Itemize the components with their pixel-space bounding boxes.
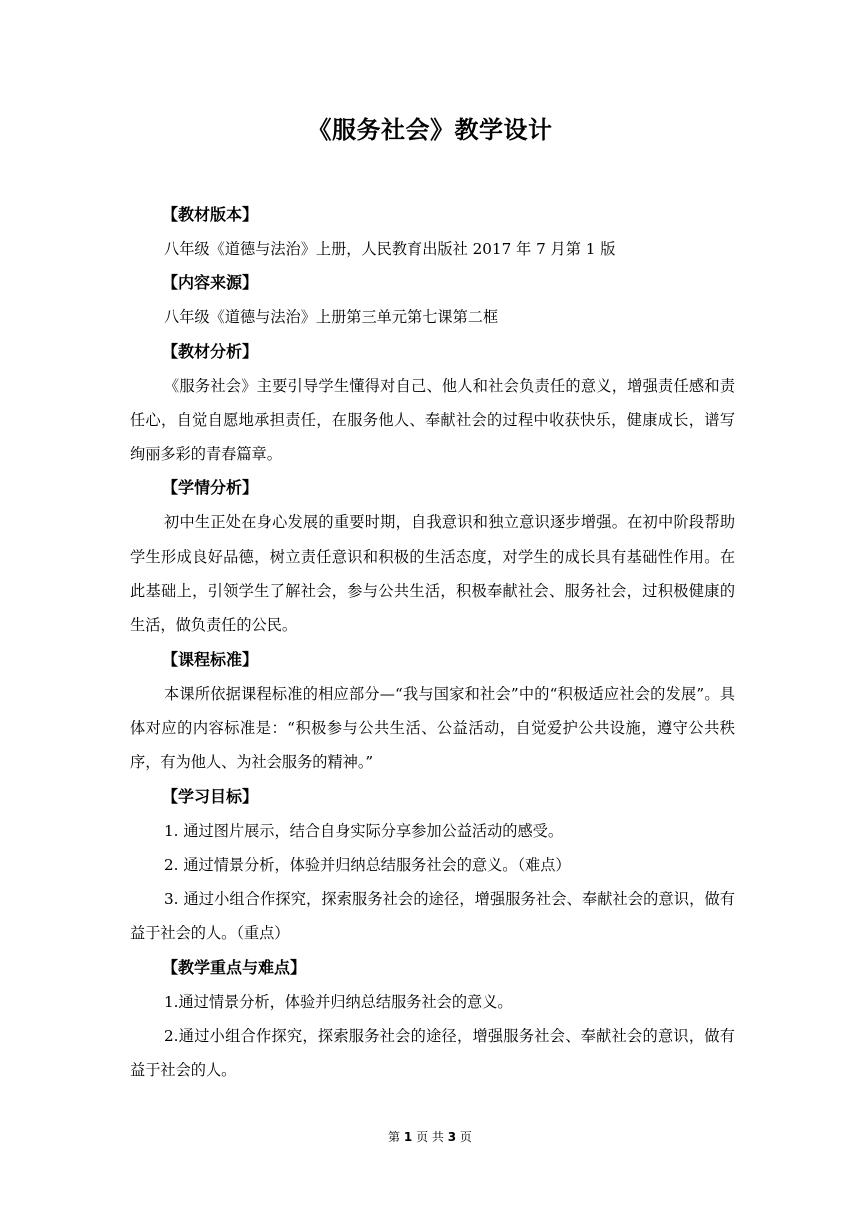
section-heading-content-source: 【内容来源】: [162, 273, 259, 293]
textbook-analysis-text: 《服务社会》主要引导学生懂得对自己、他人和社会负责任的意义，增强责任感和责任心，自觉自愿地承担责任，在服务他人、奉献社会的过程中收获快乐，健康成长，谱写绚丽多彩的青春篇章。: [130, 376, 735, 464]
footer-middle: 页 共: [416, 1130, 444, 1144]
section-heading-learning-objectives: 【学习目标】: [162, 786, 259, 806]
footer-suffix: 页: [459, 1130, 472, 1144]
document-body: [130, 198, 735, 1088]
section-heading-curriculum-standard: 【课程标准】: [162, 649, 259, 669]
key-point-1: 1.通过情景分析，体验并归纳总结服务社会的意义。: [164, 992, 513, 1011]
footer-page-number: 1: [403, 1130, 413, 1144]
learning-objective-1: 1. 通过图片展示，结合自身实际分享参加公益活动的感受。: [164, 821, 564, 840]
document-title: 《服务社会》教学设计: [307, 116, 553, 144]
content-source-text: 八年级《道德与法治》上册第三单元第七课第二框: [164, 308, 499, 327]
learning-objective-3: 3. 通过小组合作探究，探索服务社会的途径，增强服务社会、奉献社会的意识，做有益于社会的人。（重点）: [130, 890, 735, 943]
section-heading-student-analysis: 【学情分析】: [162, 478, 259, 498]
section-heading-textbook-edition: 【教材版本】: [162, 205, 259, 224]
textbook-edition-text: 八年级《道德与法治》上册，人民教育出版社 2017 年 7 月第 1 版: [164, 240, 616, 258]
key-point-2: 2.通过小组合作探究，探索服务社会的途径，增强服务社会、奉献社会的意识，做有益于社会的人。: [130, 1027, 735, 1080]
student-analysis-text: 初中生正处在身心发展的重要时期，自我意识和独立意识逐步增强。在初中阶段帮助学生形成良好品德，树立责任意识和积极的生活态度，对学生的成长具有基础性作用。在此基础上，引领学生了解社会，参与公共生活，积极奉献社会、服务社会，过积极健康的生活，做负责任的公民。: [130, 513, 735, 635]
footer-total-pages: 3: [447, 1130, 457, 1144]
learning-objective-2: 2. 通过情景分析，体验并归纳总结服务社会的意义。（难点）: [164, 855, 571, 874]
footer-prefix: 第: [388, 1130, 401, 1144]
section-heading-textbook-analysis: 【教材分析】: [162, 341, 259, 361]
page-footer: [0, 1128, 860, 1146]
curriculum-standard-text: 本课所依据课程标准的相应部分—“我与国家和社会”中的“积极适应社会的发展”。具体对应的内容标准是：“积极参与公共生活、公益活动，自觉爱护公共设施，遵守公共秩序，有为他人、为社会服务的精神。”: [130, 684, 735, 772]
section-heading-key-points-difficulties: 【教学重点与难点】: [162, 957, 307, 977]
